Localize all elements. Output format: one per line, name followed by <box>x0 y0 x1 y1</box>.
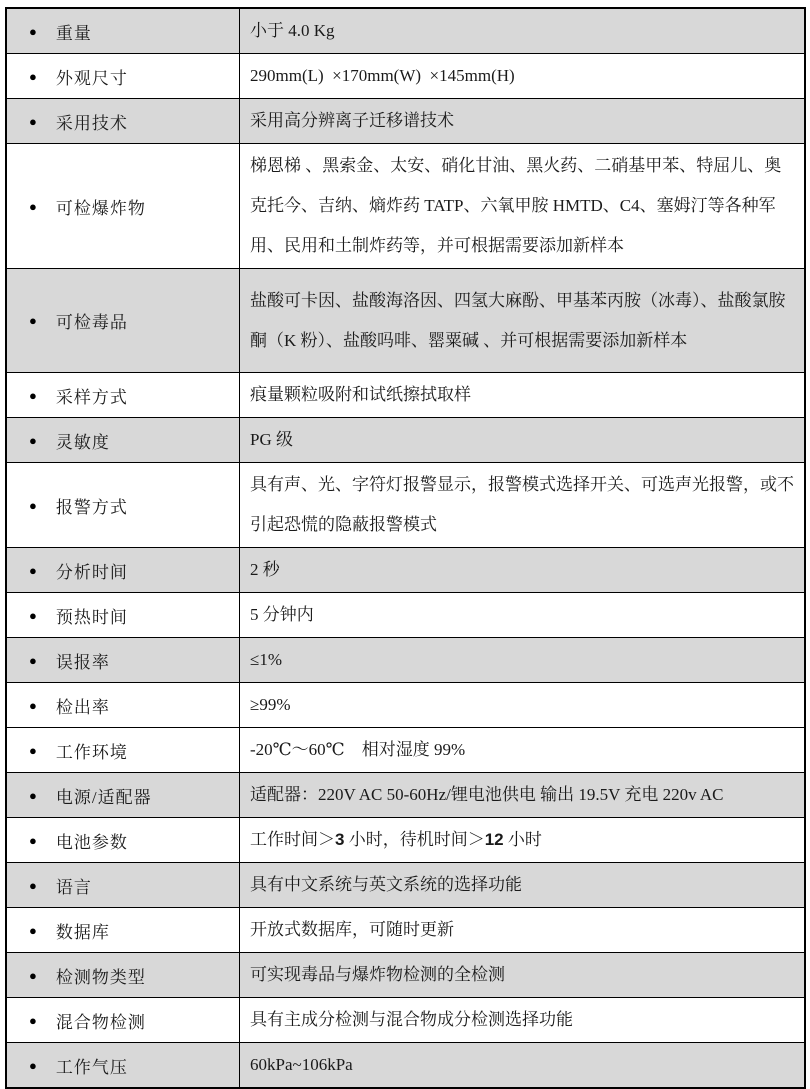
spec-label-cell <box>7 953 240 997</box>
spec-value <box>240 9 804 53</box>
spec-value-segment: 适配器：220V AC 50-60Hz/锂电池供电 输出 19.5V 充电 220v AC <box>250 785 724 804</box>
spec-label: 可检爆炸物 <box>55 198 146 218</box>
spec-label-cell <box>7 998 240 1042</box>
spec-label: 电池参数 <box>55 832 128 852</box>
spec-table <box>5 7 806 1089</box>
spec-value <box>240 1043 804 1087</box>
bullet-icon: ● <box>29 23 37 39</box>
bullet-icon: ● <box>29 198 37 214</box>
spec-value <box>240 863 804 907</box>
spec-value-segment: 60kPa~106kPa <box>250 1055 353 1074</box>
spec-label: 混合物检测 <box>55 1012 146 1032</box>
spec-value-segment: 盐酸可卡因、盐酸海洛因、四氢大麻酚、甲基苯丙胺（冰毒）、盐酸氯胺酮（K 粉）、盐酸吗啡、罂粟碱 、并可根据需要添加新样本 <box>250 290 786 350</box>
table-row <box>7 9 804 53</box>
spec-label: 检出率 <box>55 697 110 717</box>
spec-label-cell <box>7 269 240 372</box>
spec-label: 数据库 <box>55 922 110 942</box>
spec-value <box>240 548 804 592</box>
table-row <box>7 862 804 907</box>
table-row <box>7 727 804 772</box>
spec-value-segment: 5 分钟内 <box>250 605 314 624</box>
spec-value-segment: 小于 4.0 Kg <box>250 21 335 40</box>
spec-label-cell <box>7 683 240 727</box>
table-row <box>7 53 804 98</box>
spec-value-segment: 痕量颗粒吸附和试纸擦拭取样 <box>250 385 471 404</box>
table-row <box>7 268 804 372</box>
spec-label-cell <box>7 908 240 952</box>
spec-value-segment: 小时 <box>503 830 542 849</box>
table-row <box>7 997 804 1042</box>
spec-label-cell <box>7 99 240 143</box>
spec-value-segment: 具有中文系统与英文系统的选择功能 <box>250 875 522 894</box>
bullet-icon: ● <box>29 652 37 668</box>
bullet-icon: ● <box>29 832 37 848</box>
spec-value <box>240 463 804 547</box>
table-row <box>7 547 804 592</box>
bullet-icon: ● <box>29 922 37 938</box>
bullet-icon: ● <box>29 787 37 803</box>
bullet-icon: ● <box>29 607 37 623</box>
bullet-icon: ● <box>29 1057 37 1073</box>
spec-label-cell <box>7 548 240 592</box>
spec-label: 分析时间 <box>55 562 128 582</box>
spec-label-cell <box>7 863 240 907</box>
spec-value <box>240 908 804 952</box>
spec-value <box>240 54 804 98</box>
table-row <box>7 637 804 682</box>
bullet-icon: ● <box>29 742 37 758</box>
table-row <box>7 143 804 268</box>
spec-label: 工作气压 <box>55 1057 128 1077</box>
spec-value-segment: 2 秒 <box>250 560 280 579</box>
bullet-icon: ● <box>29 1012 37 1028</box>
bullet-icon: ● <box>29 432 37 448</box>
spec-label: 采用技术 <box>55 113 128 133</box>
table-row <box>7 1042 804 1087</box>
spec-label: 采样方式 <box>55 387 128 407</box>
table-row <box>7 462 804 547</box>
spec-value <box>240 773 804 817</box>
spec-value <box>240 593 804 637</box>
spec-value-segment: 梯恩梯 、黑索金、太安、硝化甘油、黑火药、二硝基甲苯、特屈儿、奥克托今、吉纳、熵炸药 TATP、六氧甲胺 HMTD、C4、塞姆汀等各种军用、民用和土制炸药等，并可根据需要添加新样本 <box>250 156 782 255</box>
spec-value-segment: 具有主成分检测与混合物成分检测选择功能 <box>250 1010 573 1029</box>
table-row <box>7 907 804 952</box>
table-row <box>7 682 804 727</box>
spec-value <box>240 818 804 862</box>
spec-label-cell <box>7 463 240 547</box>
spec-label: 语言 <box>55 877 92 897</box>
spec-label: 误报率 <box>55 652 110 672</box>
spec-label-cell <box>7 773 240 817</box>
spec-value-segment: ≥99% <box>250 695 291 714</box>
spec-value <box>240 269 804 372</box>
spec-value <box>240 638 804 682</box>
spec-value-segment: ≤1% <box>250 650 282 669</box>
bullet-icon: ● <box>29 967 37 983</box>
spec-label: 预热时间 <box>55 607 128 627</box>
bullet-icon: ● <box>29 113 37 129</box>
spec-label: 电源/适配器 <box>55 787 152 807</box>
spec-value <box>240 99 804 143</box>
spec-value-segment: 开放式数据库，可随时更新 <box>250 920 454 939</box>
table-row <box>7 952 804 997</box>
spec-value <box>240 418 804 462</box>
spec-value <box>240 144 804 268</box>
spec-label: 外观尺寸 <box>55 68 128 88</box>
spec-label-cell <box>7 418 240 462</box>
spec-value-segment: 可实现毒品与爆炸物检测的全检测 <box>250 965 505 984</box>
spec-value-segment: 290mm(L) ×170mm(W) ×145mm(H) <box>250 66 515 85</box>
table-row <box>7 372 804 417</box>
spec-label-cell <box>7 373 240 417</box>
bullet-icon: ● <box>29 313 37 328</box>
bullet-icon: ● <box>29 697 37 713</box>
spec-label-cell <box>7 728 240 772</box>
table-row <box>7 772 804 817</box>
table-row <box>7 417 804 462</box>
bullet-icon: ● <box>29 562 37 578</box>
bullet-icon: ● <box>29 877 37 893</box>
table-row <box>7 592 804 637</box>
spec-value-segment: 采用高分辨离子迁移谱技术 <box>250 111 454 130</box>
spec-label-cell <box>7 9 240 53</box>
spec-value-segment: 小时，待机时间＞ <box>344 830 485 849</box>
spec-label-cell <box>7 818 240 862</box>
spec-label-cell <box>7 1043 240 1087</box>
spec-label: 报警方式 <box>55 497 128 517</box>
spec-value <box>240 728 804 772</box>
spec-value-segment: 3 <box>335 830 345 849</box>
spec-value-segment: PG 级 <box>250 430 293 449</box>
spec-value <box>240 373 804 417</box>
spec-label: 可检毒品 <box>55 313 128 332</box>
spec-value-segment: 具有声、光、字符灯报警显示，报警模式选择开关、可选声光报警，或不引起恐慌的隐蔽报警模式 <box>250 475 794 534</box>
spec-label-cell <box>7 54 240 98</box>
spec-label-cell <box>7 144 240 268</box>
spec-label: 灵敏度 <box>55 432 110 452</box>
spec-value <box>240 998 804 1042</box>
spec-value <box>240 953 804 997</box>
spec-label: 重量 <box>55 23 92 43</box>
table-row <box>7 817 804 862</box>
spec-label: 检测物类型 <box>55 967 146 987</box>
bullet-icon: ● <box>29 68 37 84</box>
bullet-icon: ● <box>29 387 37 403</box>
spec-label-cell <box>7 593 240 637</box>
table-row <box>7 98 804 143</box>
spec-value <box>240 683 804 727</box>
spec-label-cell <box>7 638 240 682</box>
spec-value-segment: 工作时间＞ <box>250 830 335 849</box>
spec-label: 工作环境 <box>55 742 128 762</box>
spec-value-segment: -20℃～60℃ 相对湿度 99% <box>250 740 466 759</box>
spec-value-segment: 12 <box>484 830 504 849</box>
bullet-icon: ● <box>29 497 37 513</box>
